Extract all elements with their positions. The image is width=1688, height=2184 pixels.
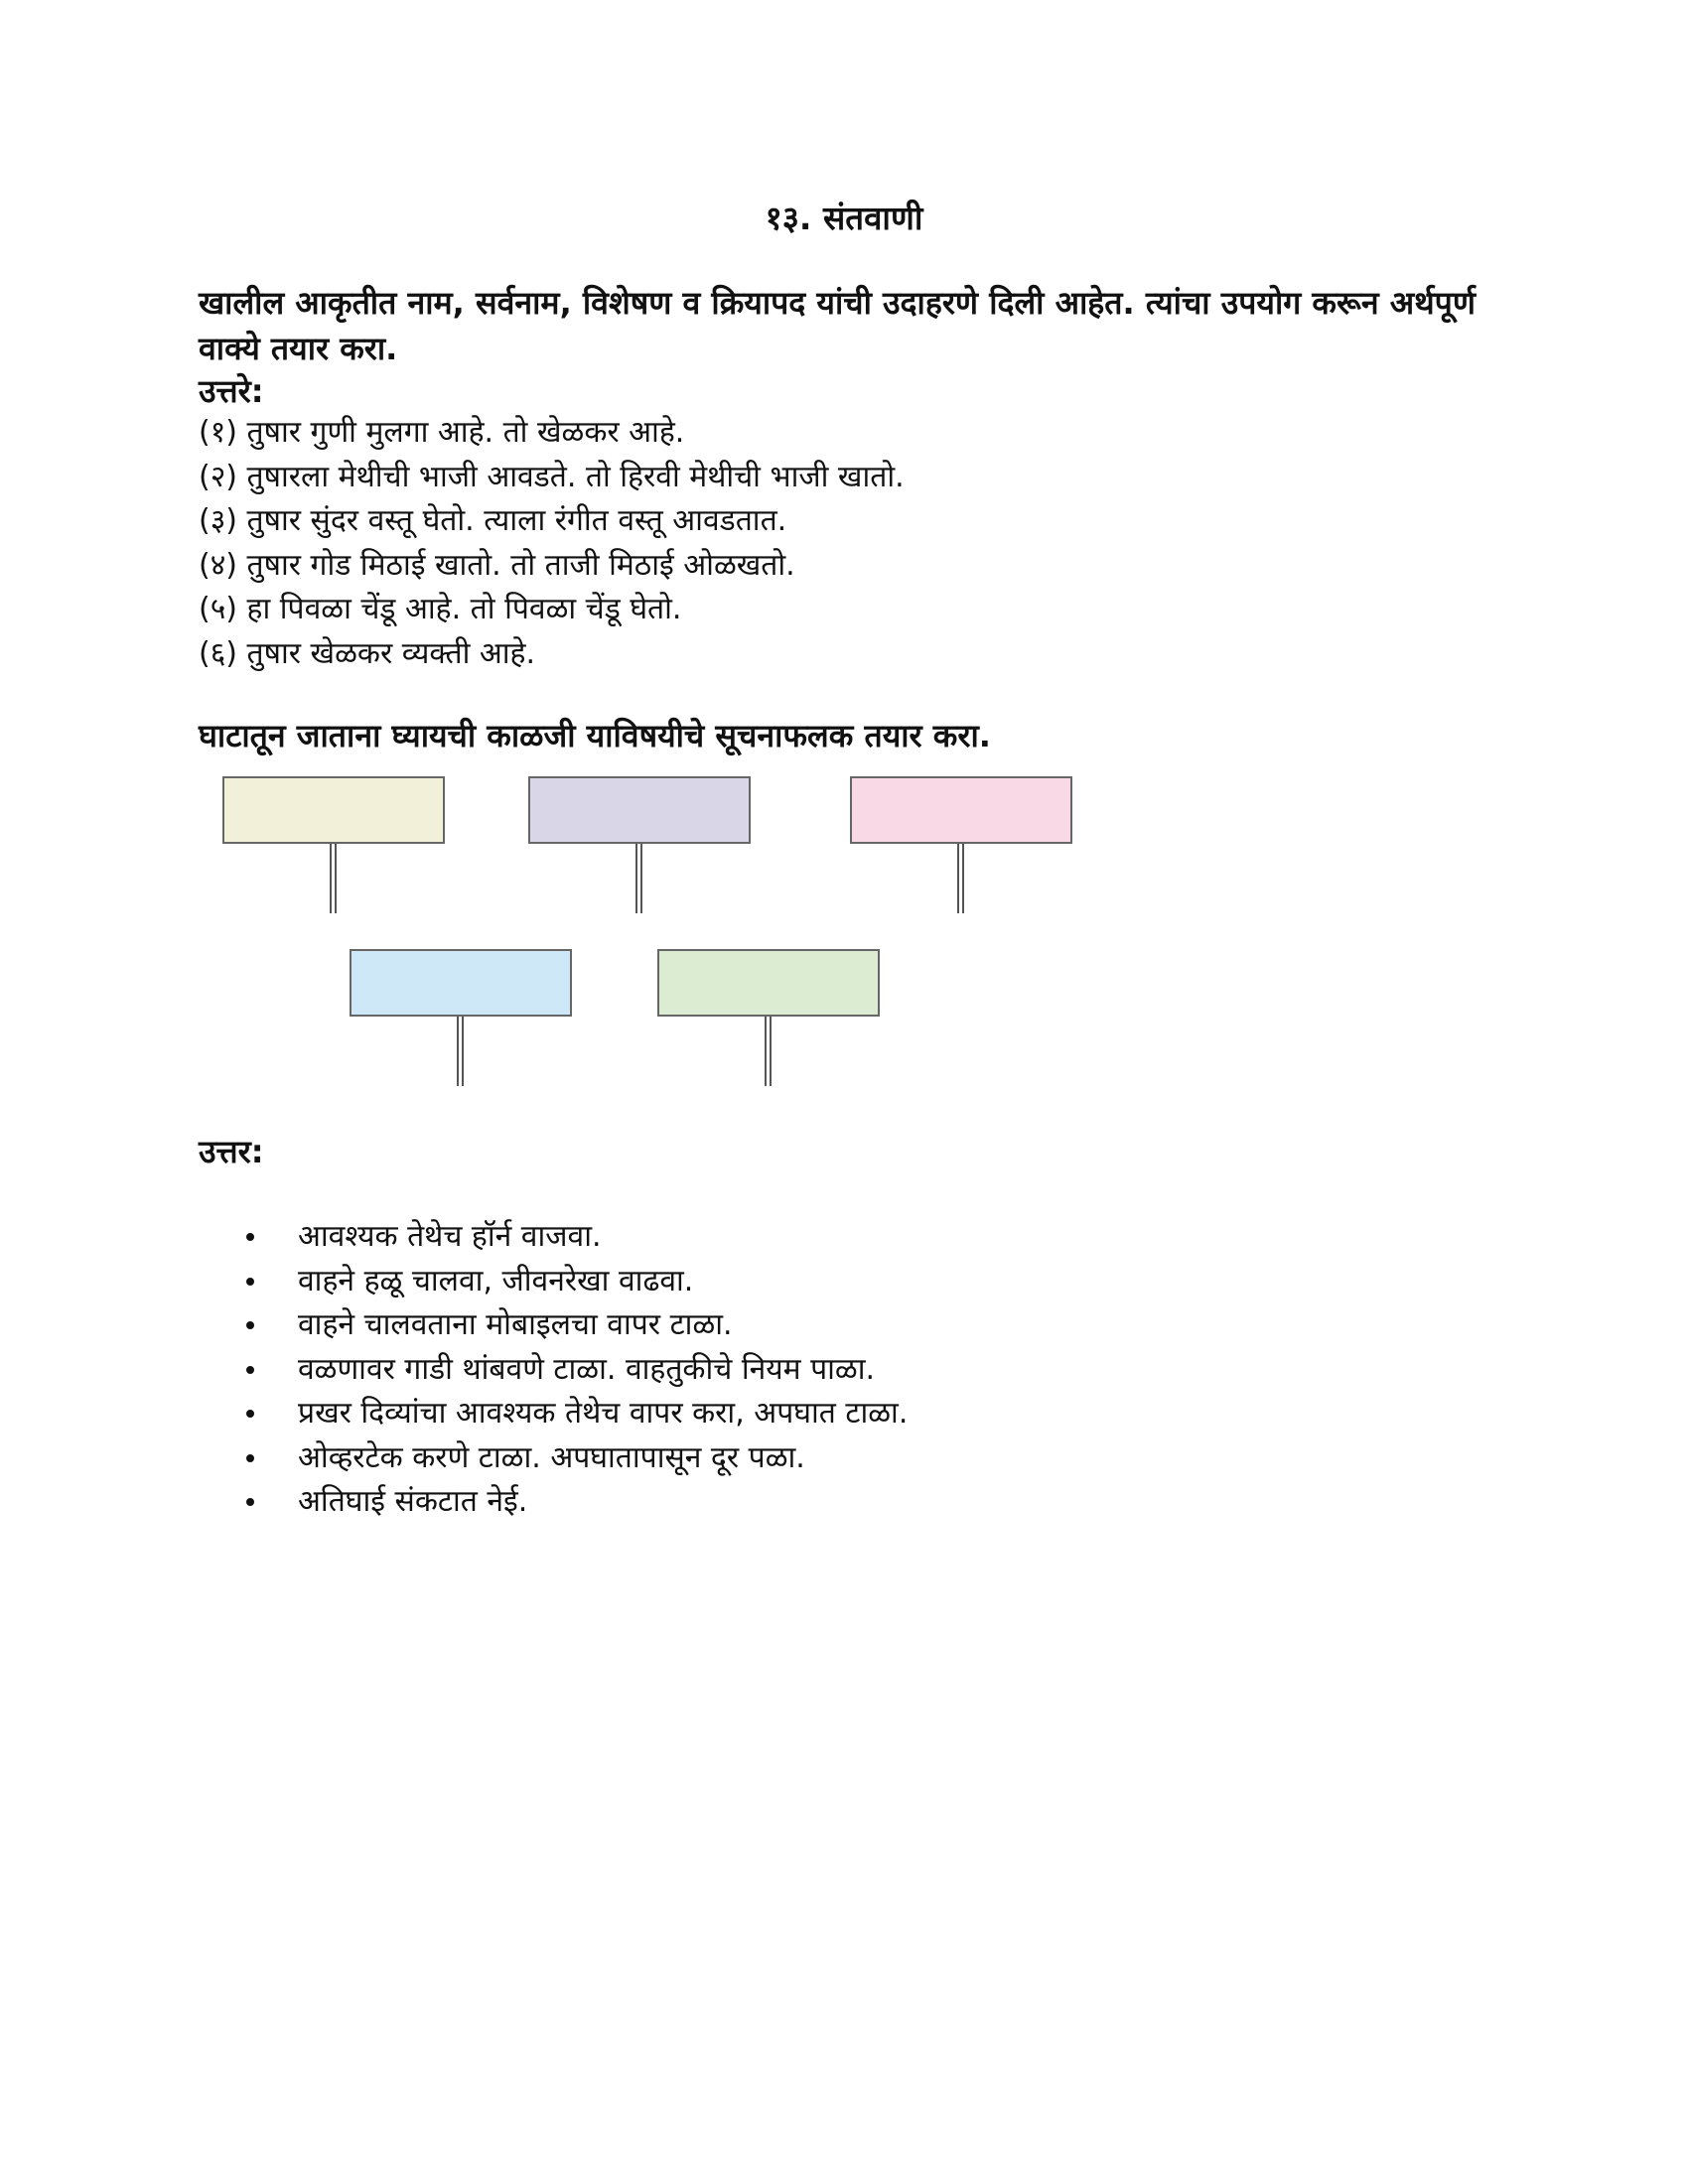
- answer-item: (६) तुषार खेळकर व्यक्ती आहे.: [199, 635, 536, 671]
- list-item: वळणावर गाडी थांबवणे टाळा. वाहतुकीचे नियम पाळा.: [246, 1348, 908, 1393]
- list-item: प्रखर दिव्यांचा आवश्यक तेथेच वापर करा, अपघात टाळा.: [246, 1392, 908, 1436]
- sign-post-2: [635, 844, 642, 913]
- sign-post-1: [330, 844, 337, 913]
- bullet-icon: [246, 1410, 254, 1418]
- list-item: वाहने चालवताना मोबाइलचा वापर टाळा.: [246, 1303, 908, 1348]
- list-item: वाहने हळू चालवा, जीवनरेखा वाढवा.: [246, 1260, 908, 1304]
- sign-post-5: [765, 1017, 772, 1086]
- answer-item: (३) तुषार सुंदर वस्तू घेतो. त्याला रंगीत वस्तू आवडतात.: [199, 503, 787, 538]
- sign-post-3: [957, 844, 964, 913]
- answer-item: (२) तुषारला मेथीची भाजी आवडते. तो हिरवी मेथीची भाजी खातो.: [199, 459, 905, 494]
- bullet-icon: [246, 1498, 254, 1506]
- bullet-icon: [246, 1278, 254, 1286]
- answer-item: (४) तुषार गोड मिठाई खातो. तो ताजी मिठाई ओळखतो.: [199, 547, 795, 583]
- bullet-icon: [246, 1233, 254, 1241]
- question-1: खालील आकृतीत नाम, सर्वनाम, विशेषण व क्रियापद यांची उदाहरणे दिली आहेत. त्यांचा उपयोग करून अर्थपूर्ण वाक्ये तयार करा.: [199, 284, 1476, 367]
- list-item: ओव्हरटेक करणे टाळा. अपघातापासून दूर पळा.: [246, 1436, 908, 1481]
- bullet-icon: [246, 1321, 254, 1329]
- sign-board-4: [350, 949, 572, 1017]
- page-title: १३. संतवाणी: [765, 199, 923, 237]
- answers-list: [199, 411, 905, 676]
- sign-board-2: [528, 776, 751, 844]
- sign-post-4: [457, 1017, 464, 1086]
- answer-label: उत्तर:: [199, 1133, 264, 1170]
- sign-board-3: [850, 776, 1072, 844]
- answers-label: उत्तरे:: [199, 372, 264, 410]
- bullet-icon: [246, 1454, 254, 1462]
- answer-item: (१) तुषार गुणी मुलगा आहे. तो खेळकर आहे.: [199, 415, 685, 450]
- bullet-icon: [246, 1366, 254, 1374]
- bullet-list: [246, 1215, 908, 1525]
- answer-item: (५) हा पिवळा चेंडू आहे. तो पिवळा चेंडू घेतो.: [199, 592, 682, 626]
- question-2: घाटातून जाताना घ्यायची काळजी याविषयीचे सूचनाफलक तयार करा.: [199, 717, 991, 754]
- sign-board-5: [657, 949, 880, 1017]
- list-item: अतिघाई संकटात नेई.: [246, 1480, 908, 1525]
- list-item: आवश्यक तेथेच हॉर्न वाजवा.: [246, 1215, 908, 1260]
- sign-board-1: [222, 776, 445, 844]
